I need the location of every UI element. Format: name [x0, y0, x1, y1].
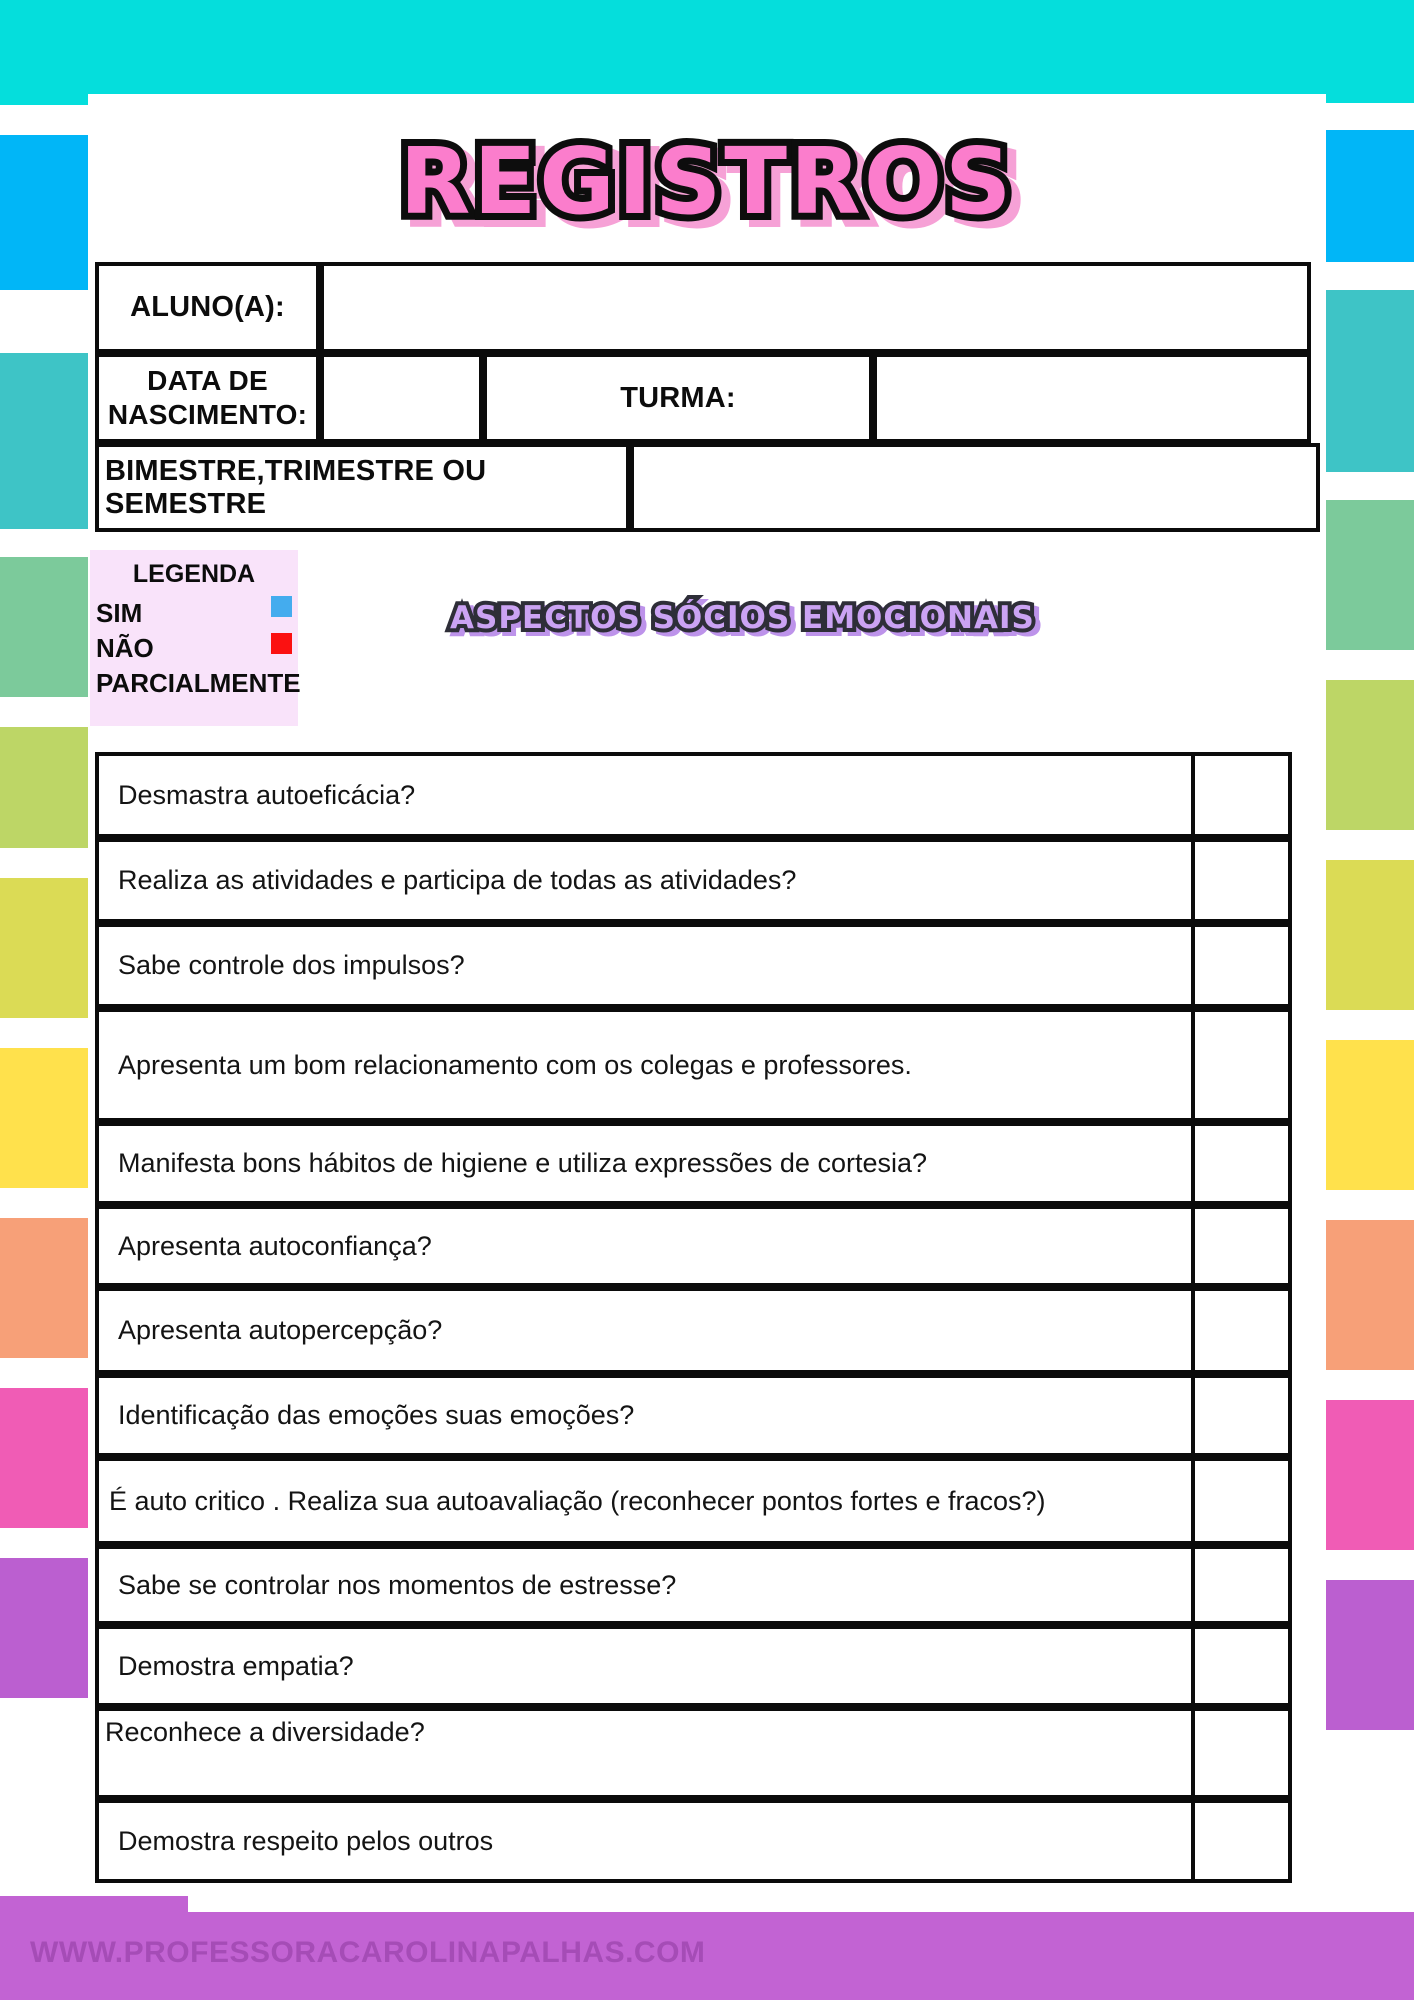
answer-cell[interactable] — [1191, 927, 1288, 1004]
questions-table — [95, 752, 1292, 1883]
color-bar — [1326, 500, 1414, 650]
legend-item-sim — [96, 598, 292, 628]
color-bar — [0, 1048, 88, 1188]
aluno-label: ALUNO(A): — [130, 291, 285, 323]
data-nascimento-label: DATA DE NASCIMENTO: — [107, 365, 308, 430]
question-text: Reconhece a diversidade? — [105, 1717, 425, 1747]
question-row — [95, 838, 1292, 923]
question-text: Sabe se controlar nos momentos de estresse? — [118, 1569, 677, 1600]
question-text: Demostra respeito pelos outros — [118, 1825, 494, 1856]
color-bar — [1326, 1040, 1414, 1190]
turma-label-cell — [483, 353, 873, 443]
section-title: ASPECTOS SÓCIOS EMOCIONAIS ASPECTOS SÓCIOS EMOCIONAIS ASPECTOS SÓCIOS EMOCIONAIS — [450, 600, 1035, 636]
turma-label: TURMA: — [620, 381, 736, 414]
answer-cell[interactable] — [1191, 1803, 1288, 1879]
answer-cell[interactable] — [1191, 1629, 1288, 1703]
data-nascimento-value-cell[interactable] — [320, 353, 483, 443]
answer-cell[interactable] — [1191, 1549, 1288, 1621]
color-bar — [0, 0, 88, 105]
answer-cell[interactable] — [1191, 1461, 1288, 1541]
aluno-value-cell[interactable] — [320, 262, 1311, 353]
color-bar — [1326, 1580, 1414, 1730]
question-text: Sabe controle dos impulsos? — [118, 950, 465, 980]
question-text: Manifesta bons hábitos de higiene e utiliza expressões de cortesia? — [118, 1148, 927, 1178]
question-row — [95, 752, 1292, 838]
color-bar — [0, 353, 88, 529]
color-bar — [0, 1558, 88, 1698]
color-bar — [1326, 1400, 1414, 1550]
answer-cell[interactable] — [1191, 1209, 1288, 1283]
legend-color-nao — [271, 633, 292, 654]
legend-title: LEGENDA — [132, 560, 256, 588]
page-title: REGISTROS REGISTROS REGISTROS — [400, 128, 1015, 235]
question-row — [95, 923, 1292, 1008]
question-row — [95, 1545, 1292, 1625]
question-text: Demostra empatia? — [118, 1650, 354, 1681]
legend-color-sim — [271, 596, 292, 617]
question-text: É auto critico . Realiza sua autoavaliação (reconhecer pontos fortes e fracos?) — [109, 1485, 1046, 1516]
bimestre-value-cell[interactable] — [630, 443, 1320, 532]
footer-website: WWW.PROFESSORACAROLINAPALHAS.COM — [30, 1936, 706, 1969]
bimestre-label-cell — [95, 443, 630, 532]
answer-cell[interactable] — [1191, 756, 1288, 834]
question-row — [95, 1205, 1292, 1287]
answer-cell[interactable] — [1191, 1711, 1288, 1795]
color-bar — [0, 557, 88, 697]
color-bar — [0, 1388, 88, 1528]
answer-cell[interactable] — [1191, 1012, 1288, 1118]
question-row — [95, 1625, 1292, 1707]
color-bar — [1326, 1220, 1414, 1370]
question-row — [95, 1122, 1292, 1205]
aluno-label-cell — [95, 262, 320, 353]
color-bar — [0, 727, 88, 848]
legend-label-nao: NÃO — [96, 632, 154, 663]
turma-value-cell[interactable] — [873, 353, 1311, 443]
legend-label-parcialmente: PARCIALMENTE — [96, 667, 301, 698]
question-row — [95, 1799, 1292, 1883]
legend-label-sim: SIM — [96, 597, 143, 628]
question-text: Realiza as atividades e participa de todas as atividades? — [118, 865, 797, 895]
top-band — [0, 0, 1414, 94]
question-text: Identificação das emoções suas emoções? — [118, 1400, 635, 1430]
color-bar — [1326, 860, 1414, 1010]
legend-item-nao — [96, 633, 292, 663]
question-text: Desmastra autoeficácia? — [118, 779, 416, 810]
answer-cell[interactable] — [1191, 842, 1288, 919]
color-bar — [1326, 680, 1414, 830]
bimestre-label: BIMESTRE,TRIMESTRE OU SEMESTRE — [105, 454, 487, 520]
question-text: Apresenta um bom relacionamento com os colegas e professores. — [118, 1049, 912, 1080]
question-row — [95, 1008, 1292, 1122]
answer-cell[interactable] — [1191, 1378, 1288, 1453]
data-nascimento-label-cell — [95, 353, 320, 443]
color-bar — [1326, 0, 1414, 103]
question-text: Apresenta autoconfiança? — [118, 1230, 432, 1261]
legend-box — [90, 550, 301, 726]
question-text: Apresenta autopercepção? — [118, 1315, 443, 1345]
question-row — [95, 1374, 1292, 1457]
question-row — [95, 1707, 1292, 1799]
color-bar — [1326, 290, 1414, 472]
answer-cell[interactable] — [1191, 1126, 1288, 1201]
legend-item-parcialmente — [96, 667, 301, 698]
answer-cell[interactable] — [1191, 1291, 1288, 1370]
color-bar — [0, 1218, 88, 1358]
question-row — [95, 1457, 1292, 1545]
color-bar — [0, 878, 88, 1018]
question-row — [95, 1287, 1292, 1374]
